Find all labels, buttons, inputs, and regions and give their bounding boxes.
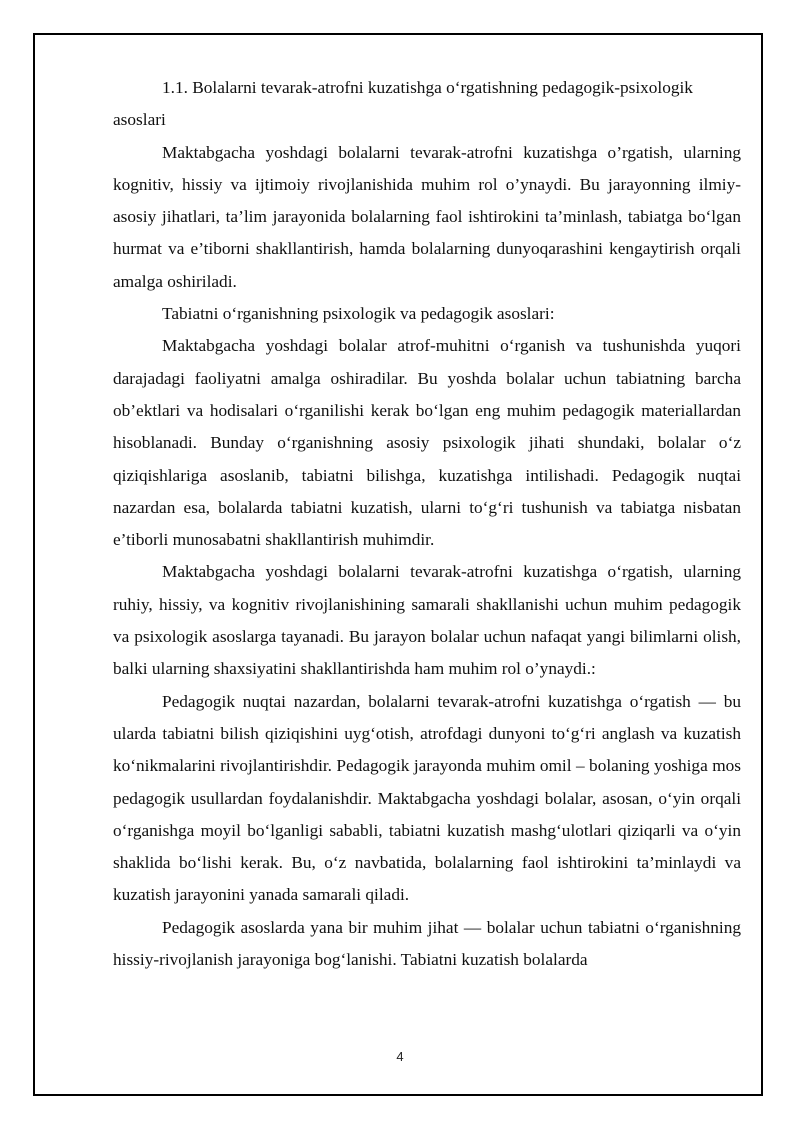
page-number: 4 [396,1049,404,1064]
section-heading: 1.1. Bolalarni tevarak-atrofni kuzatishga o‘rgatishning pedagogik-psixologik asoslari [113,78,693,130]
paragraph: Pedagogik asoslarda yana bir muhim jihat — bolalar uchun tabiatni o‘rganishning hissiy-rivojlanish jarayoniga bog‘lanishi. Tabiatni kuzatish bolalarda [113,917,741,970]
paragraph: Maktabgacha yoshdagi bolalarni tevarak-atrofni kuzatishga o’rgatish, ularning kognitiv, hissiy va ijtimoiy rivojlanishida muhim rol o’ynaydi. Bu jarayonning ilmiy-asosiy jihatlari, ta’lim jarayonida bolalarning faol ishtirokini ta’minlash, tabiatga bo‘lgan hurmat va e’tiborni shakllantirish, hamda bolalarning dunyoqarashini kengaytirish orqali amalga oshiriladi. [113,142,741,291]
paragraph: Maktabgacha yoshdagi bolalar atrof-muhitni o‘rganish va tushunishda yuqori darajadagi faoliyatni amalga oshiradilar. Bu yoshda bolalar uchun tabiatning barcha ob’ektlari va hodisalari o‘rganilishi kerak bo‘lgan eng muhim pedagogik materiallardan hisoblanadi. Bunday o‘rganishning asosiy psixologik jihati shundaki, bolalar o‘z qiziqishlariga asoslanib, tabiatni bilishga, kuzatishga intilishadi. Pedagogik nuqtai nazardan esa, bolalarda tabiatni kuzatish, ularni to‘g‘ri tushunish va tabiatga nisbatan e’tiborli munosabatni shakllantirish muhimdir. [113,336,741,550]
paragraph: Maktabgacha yoshdagi bolalarni tevarak-atrofni kuzatishga o‘rgatish, ularning ruhiy, hissiy, va kognitiv rivojlanishining samarali shakllanishi uchun muhim pedagogik va psixologik asoslarga tayanadi. Bu jarayon bolalar uchun nafaqat yangi bilimlarni olish, balki ularning shaxsiyatini shakllantirishda ham muhim rol o’ynaydi.: [113,562,741,679]
paragraph: Tabiatni o‘rganishning psixologik va pedagogik asoslari: [162,304,555,324]
document-body [113,72,741,976]
paragraph: Pedagogik nuqtai nazardan, bolalarni tevarak-atrofni kuzatishga o‘rgatish — bu ularda tabiatni bilish qiziqishini uyg‘otish, atrofdagi dunyoni to‘g‘ri anglash va kuzatish ko‘nikmalarini rivojlantirishdir. Pedagogik jarayonda muhim omil – bolaning yoshiga mos pedagogik usullardan foydalanishdir. Maktabgacha yoshdagi bolalar, asosan, o‘yin orqali o‘rganishga moyil bo‘lganligi sababli, tabiatni kuzatish mashg‘ulotlari qiziqarli va o‘yin shaklida bo‘lishi kerak. Bu, o‘z navbatida, bolalarning faol ishtirokini ta’minlaydi va kuzatish jarayonini yanada samarali qiladi. [113,691,741,905]
